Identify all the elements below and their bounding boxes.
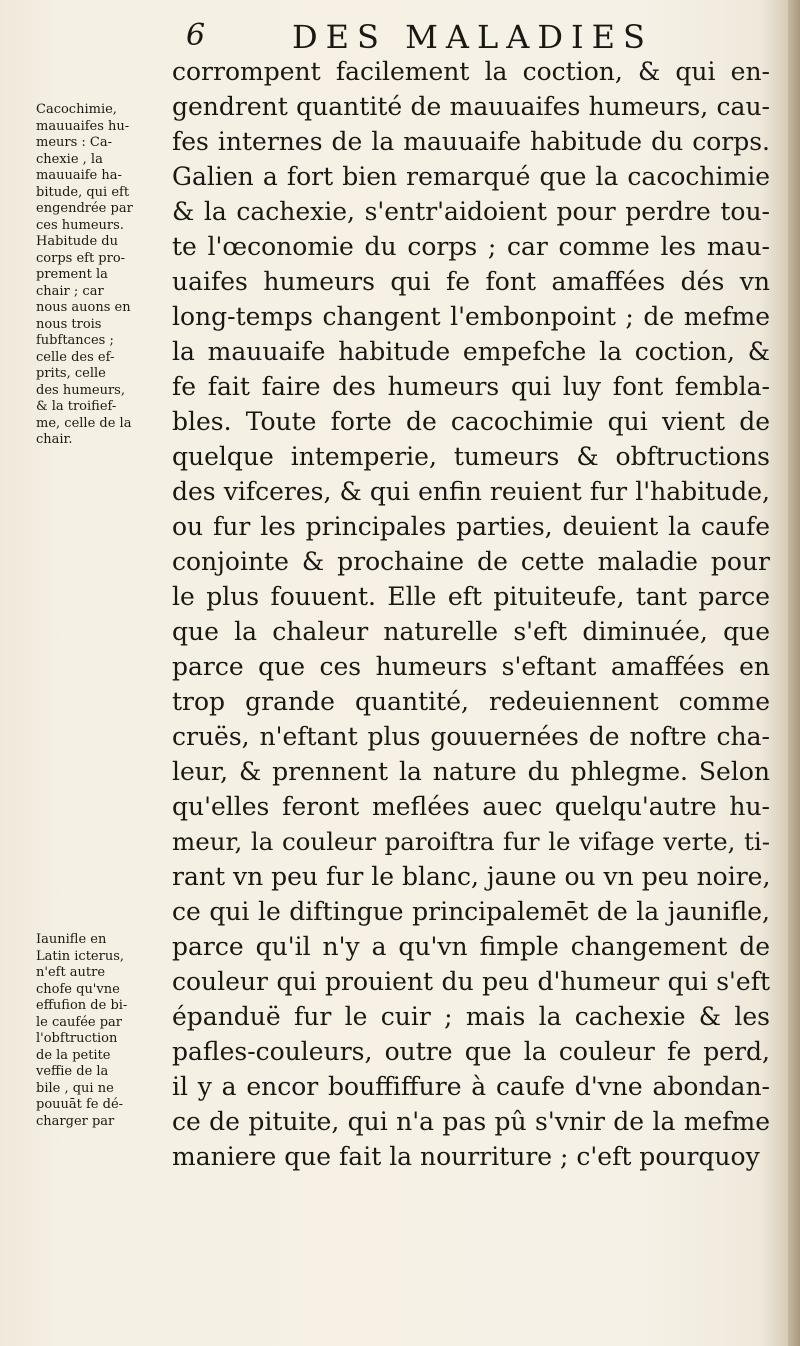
margin-note-line: veffie de la xyxy=(36,1064,109,1079)
margin-note-line: effufion de bi- xyxy=(36,998,128,1013)
text-line: ce qui le diftingue principalemēt de la jaunifle, xyxy=(172,897,770,926)
text-line: Galien a fort bien remarqué que la cacochimie xyxy=(172,162,770,191)
text-line: bles. Toute forte de cacochimie qui vient de xyxy=(172,407,770,436)
margin-note-line: chair ; car xyxy=(36,283,104,299)
margin-note-line: de la petite xyxy=(36,1047,111,1063)
text-line: quelque intemperie, tumeurs & obftructions xyxy=(172,442,770,471)
text-line: pafles-couleurs, outre que la couleur fe perd, xyxy=(172,1037,770,1066)
margin-note-line: meurs : Ca- xyxy=(36,135,113,150)
text-line: cruës, n'eftant plus gouuernées de noftre cha- xyxy=(172,722,770,751)
text-line: la mauuaife habitude empefche la coction, & xyxy=(172,337,770,366)
margin-note-jaunisse xyxy=(36,932,176,1130)
text-line: conjointe & prochaine de cette maladie pour xyxy=(172,547,770,576)
margin-note-line: bitude, qui eft xyxy=(36,184,130,200)
margin-note-line: engendrée par xyxy=(36,201,133,216)
margin-note-line: Habitude du xyxy=(36,234,119,249)
text-line: & la cachexie, s'entr'aidoient pour perdre tou- xyxy=(172,197,770,226)
text-line: ce de pituite, qui n'a pas pû s'vnir de la mefme xyxy=(172,1107,770,1136)
main-text xyxy=(172,54,770,1174)
text-line: des vifceres, & qui enfin reuient fur l'habitude, xyxy=(172,477,770,506)
text-line: leur, & prennent la nature du phlegme. Selon xyxy=(172,757,770,786)
page-number: 6 xyxy=(186,18,206,53)
margin-note-line: corps eft pro- xyxy=(36,250,126,266)
text-line: uaifes humeurs qui fe font amaffées dés vn xyxy=(172,267,770,296)
text-line: que la chaleur naturelle s'eft diminuée, que xyxy=(172,617,770,646)
text-line: fe fait faire des humeurs qui luy font fembla- xyxy=(172,372,770,401)
margin-note-line: mauuaifes hu- xyxy=(36,118,130,134)
margin-note-line: le caufée par xyxy=(36,1014,123,1030)
margin-note-line: chexie , la xyxy=(36,151,103,167)
text-line: épanduë fur le cuir ; mais la cachexie & les xyxy=(172,1002,770,1031)
margin-note-line: prement la xyxy=(36,267,108,282)
text-line: long-temps changent l'embonpoint ; de mefme xyxy=(172,302,770,331)
text-line: corrompent facilement la coction, & qui en- xyxy=(172,57,770,86)
margin-note-line: Iaunifle en xyxy=(36,932,107,947)
text-line: meur, la couleur paroiftra fur le vifage verte, ti- xyxy=(172,827,770,856)
text-line: parce que ces humeurs s'eftant amaffées en xyxy=(172,652,770,681)
margin-note-line: chofe qu'vne xyxy=(36,981,120,997)
margin-note-line: Cacochimie, xyxy=(36,102,117,117)
text-line: ou fur les principales parties, deuient la caufe xyxy=(172,512,770,541)
text-line: rant vn peu fur le blanc, jaune ou vn peu noire, xyxy=(172,862,771,891)
margin-note-line: prits, celle xyxy=(36,366,106,381)
running-title: DES MALADIES xyxy=(292,18,653,56)
margin-note-line: celle des ef- xyxy=(36,349,115,365)
text-line: il y a encor bouffiffure à caufe d'vne abondan- xyxy=(172,1072,770,1101)
margin-note-line: nous auons en xyxy=(36,300,131,315)
margin-note-line: pouuāt fe dé- xyxy=(36,1097,124,1112)
margin-note-line: nous trois xyxy=(36,316,102,332)
margin-note-line: & la troifief- xyxy=(36,399,117,414)
margin-note-line: ces humeurs. xyxy=(36,217,124,233)
margin-note-line: chair. xyxy=(36,432,73,447)
text-line: maniere que fait la nourriture ; c'eft pourquoy xyxy=(172,1142,760,1171)
text-line: couleur qui prouient du peu d'humeur qui s'eft xyxy=(172,967,770,996)
margin-note-cacochimie xyxy=(36,102,176,449)
text-line: gendrent quantité de mauuaifes humeurs, cau- xyxy=(172,92,770,121)
text-line: le plus fouuent. Elle eft pituiteufe, tant parce xyxy=(172,582,770,611)
text-line: parce qu'il n'y a qu'vn fimple changement de xyxy=(172,932,770,961)
margin-note-line: bile , qui ne xyxy=(36,1080,114,1096)
text-line: qu'elles feront meflées auec quelqu'autre hu- xyxy=(172,792,770,821)
margin-note-line: n'eft autre xyxy=(36,965,106,980)
text-line: te l'œconomie du corps ; car comme les mau- xyxy=(172,232,770,261)
text-line: fes internes de la mauuaife habitude du corps. xyxy=(172,127,770,156)
margin-note-line: Latin icterus, xyxy=(36,948,125,964)
margin-note-line: charger par xyxy=(36,1113,115,1129)
margin-note-line: mauuaife ha- xyxy=(36,168,122,183)
text-line: trop grande quantité, redeuiennent comme xyxy=(172,687,770,716)
page-edge xyxy=(788,0,800,1346)
margin-note-line: me, celle de la xyxy=(36,415,132,431)
margin-note-line: l'obftruction xyxy=(36,1031,118,1046)
margin-note-line: fubftances ; xyxy=(36,333,114,348)
margin-note-line: des humeurs, xyxy=(36,382,125,398)
